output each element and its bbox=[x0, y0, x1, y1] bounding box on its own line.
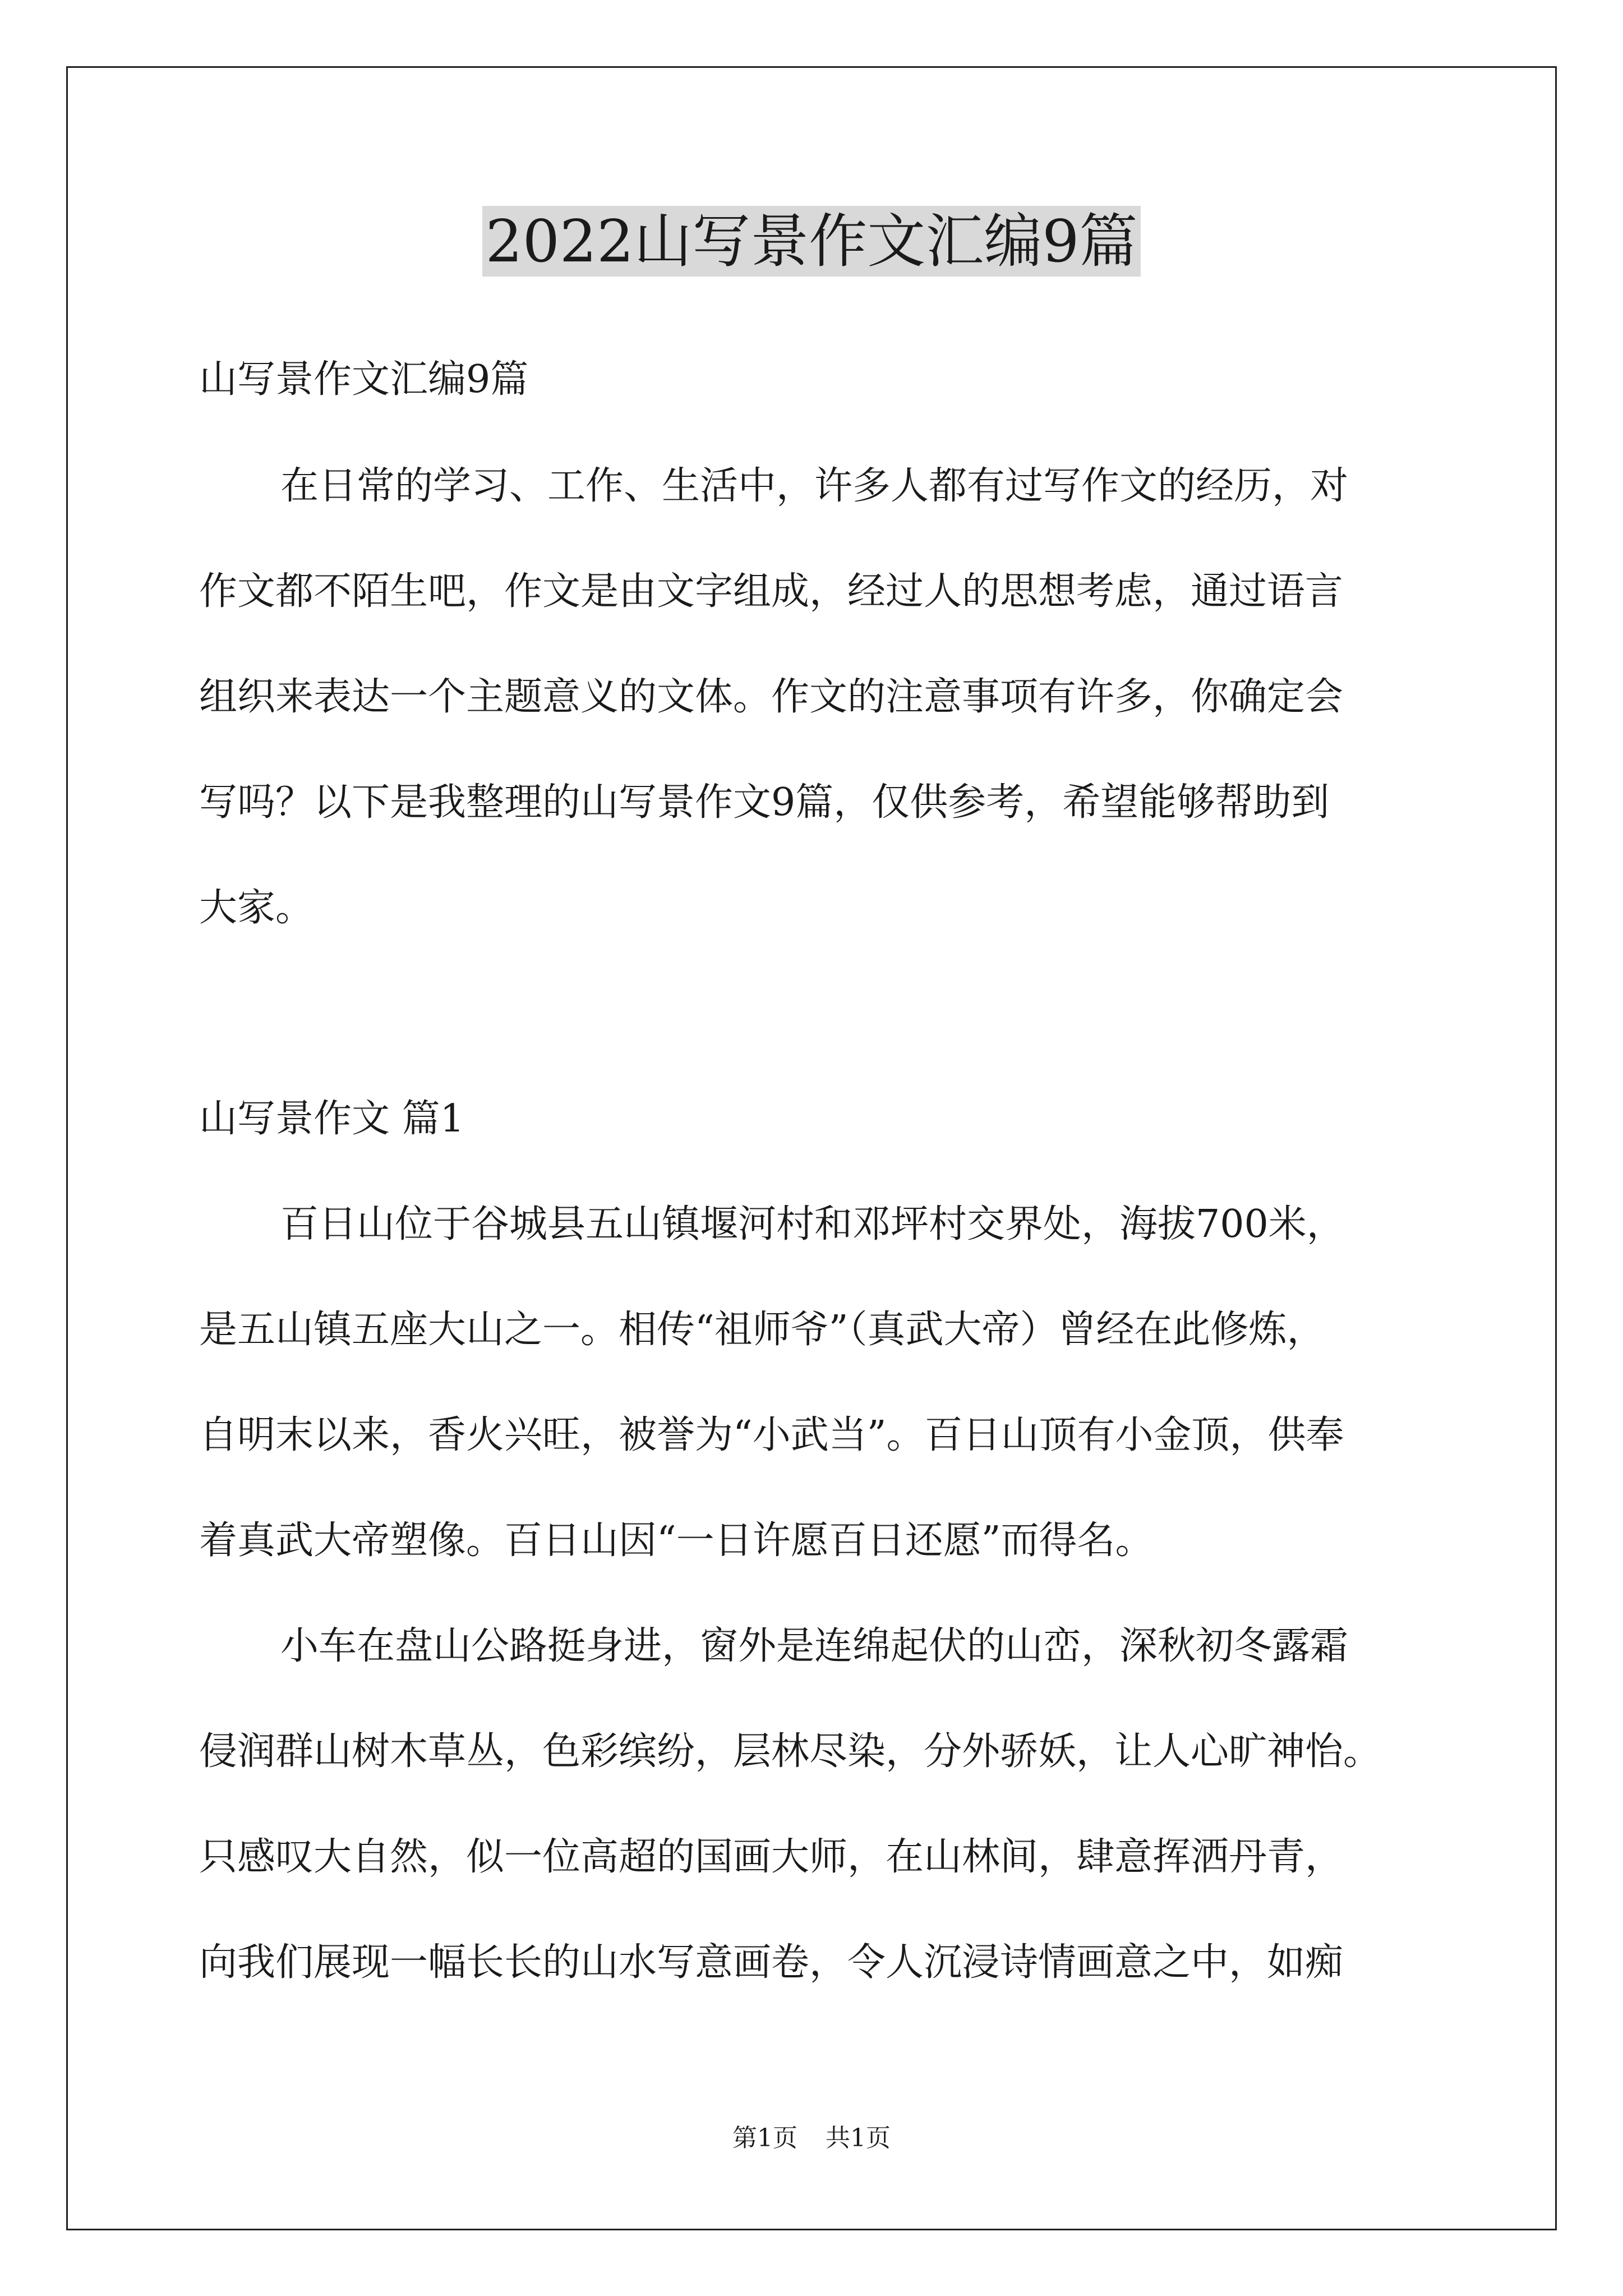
paragraph-line: 只感叹大自然，似一位高超的国画大师，在山林间，肆意挥洒丹青， bbox=[199, 1835, 1344, 1879]
document-title bbox=[0, 202, 1623, 280]
intro-line: 组织来表达一个主题意义的文体。作文的注意事项有许多，你确定会 bbox=[199, 675, 1344, 719]
page-footer bbox=[0, 2122, 1623, 2155]
intro-line: 写吗？以下是我整理的山写景作文9篇，仅供参考，希望能够帮助到 bbox=[199, 780, 1330, 825]
paragraph-line: 着真武大帝塑像。百日山因“一日许愿百日还愿”而得名。 bbox=[199, 1519, 1154, 1563]
paragraph-line: 自明末以来，香火兴旺，被誉为“小武当”。百日山顶有小金顶，供奉 bbox=[199, 1413, 1344, 1457]
paragraph-line: 小车在盘山公路挺身进，窗外是连绵起伏的山峦，深秋初冬露霜 bbox=[280, 1624, 1349, 1668]
paragraph-line: 百日山位于谷城县五山镇堰河村和邓坪村交界处，海拔700米， bbox=[280, 1202, 1345, 1246]
paragraph-line: 侵润群山树木草丛，色彩缤纷，层林尽染，分外骄妖，让人心旷神怡。 bbox=[199, 1729, 1382, 1774]
page-number: 第1页 bbox=[732, 2124, 797, 2152]
paragraph-line: 向我们展现一幅长长的山水写意画卷，令人沉浸诗情画意之中，如痴 bbox=[199, 1940, 1344, 1985]
intro-line: 作文都不陌生吧，作文是由文字组成，经过人的思想考虑，通过语言 bbox=[199, 569, 1344, 614]
intro-line: 在日常的学习、工作、生活中，许多人都有过写作文的经历，对 bbox=[280, 464, 1349, 508]
document-title-text: 2022山写景作文汇编9篇 bbox=[482, 206, 1141, 277]
paragraph-line: 是五山镇五座大山之一。相传“祖师爷”（真武大帝）曾经在此修炼， bbox=[199, 1308, 1325, 1352]
document-subtitle: 山写景作文汇编9篇 bbox=[199, 357, 529, 402]
page-total: 共1页 bbox=[826, 2124, 891, 2152]
section-heading: 山写景作文 篇1 bbox=[199, 1097, 464, 1141]
intro-line: 大家。 bbox=[199, 886, 314, 930]
